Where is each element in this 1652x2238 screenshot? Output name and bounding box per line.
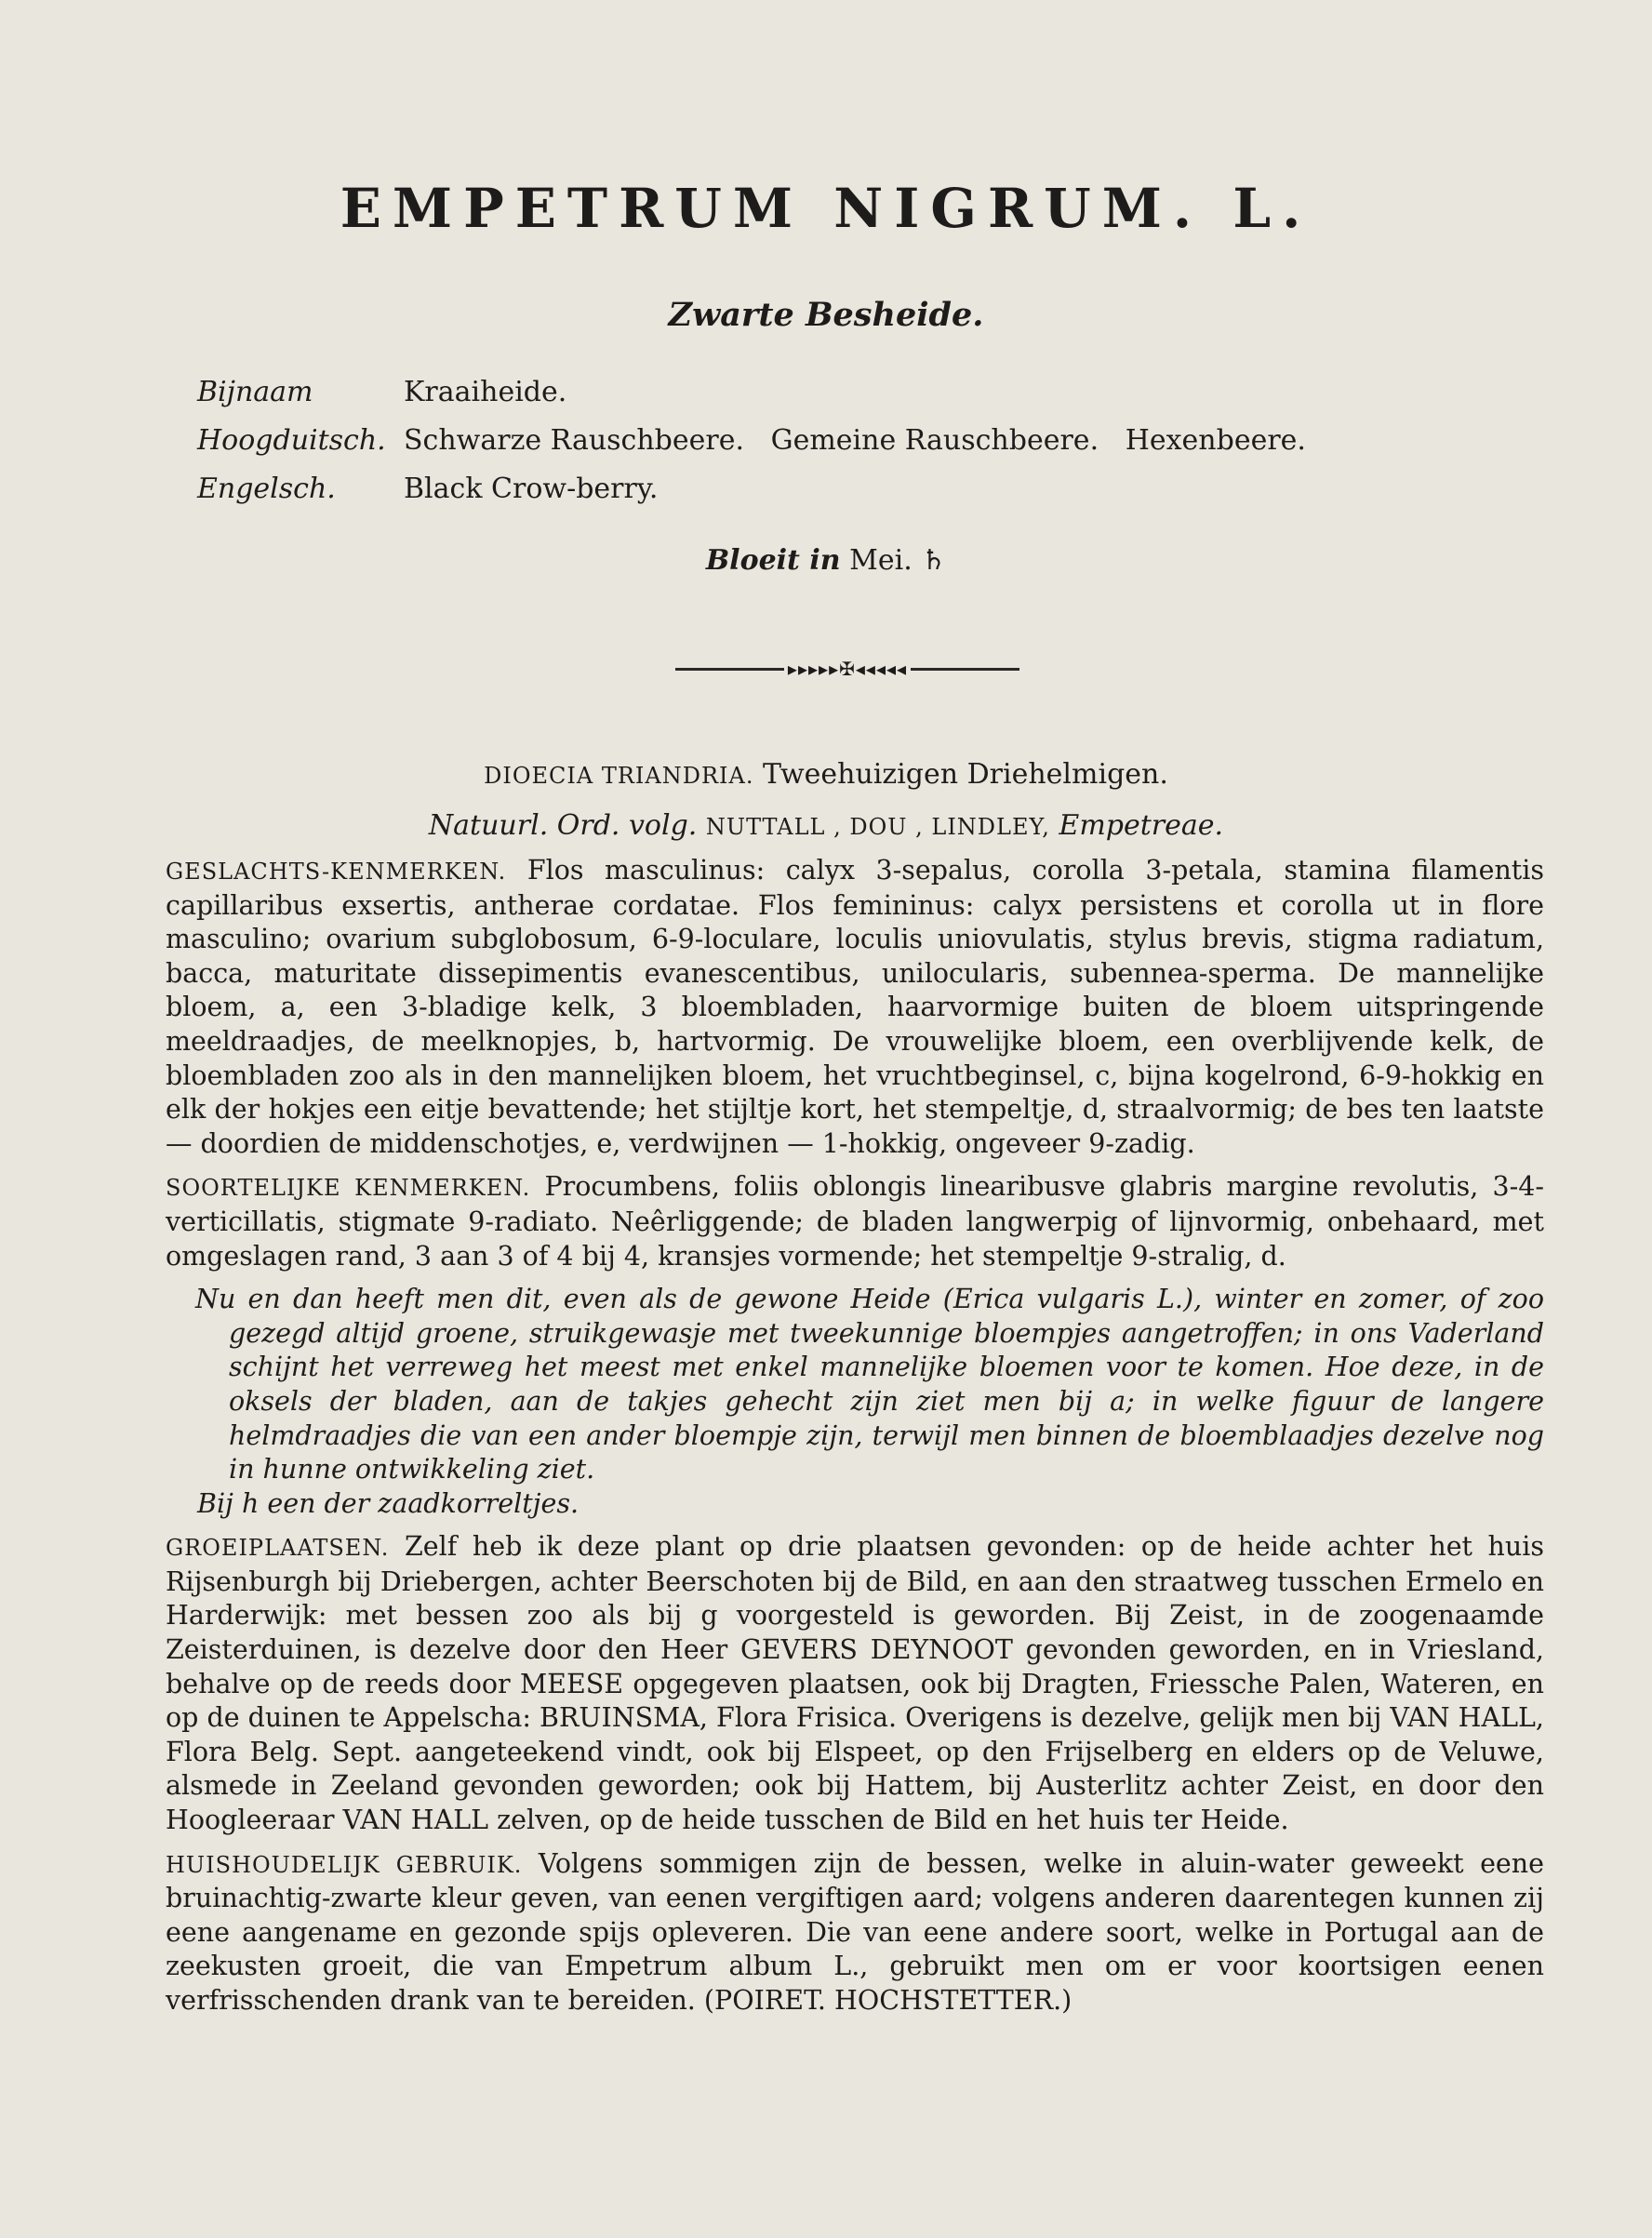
bloom-line bbox=[0, 544, 1652, 577]
name-row bbox=[197, 368, 1306, 417]
section-heading: SOORTELIJKE KENMERKEN. bbox=[166, 1175, 531, 1202]
classification-system: DIOECIA TRIANDRIA. bbox=[484, 763, 754, 789]
note-paragraph: Nu en dan heeft men dit, even als de gewone Heide (Erica vulgaris L.), winter en zomer, of zoo gezegd altijd groene, struikgewasje met tweekunnige bloempjes aangetroffen; in ons Vaderland schijnt het verreweg het meest met enkel mannelijke bloemen voor te komen. Hoe deze, in de oksels der bladen, aan de takjes gehecht zijn ziet men bij a; in welke figuur de langere helmdraadjes die van een ander bloempje zijn, terwijl men binnen de bloemblaadjes dezelve nog in hunne ontwikkeling ziet. bbox=[195, 1284, 1544, 1485]
dutch-name: Zwarte Besheide. bbox=[668, 296, 984, 334]
section-heading: HUISHOUDELIJK GEBRUIK. bbox=[166, 1851, 523, 1878]
species-paragraph bbox=[117, 1170, 1544, 1273]
name-value: Kraaiheide. bbox=[404, 376, 567, 408]
section-text: Flos masculinus: calyx 3-sepalus, corolla 3-petala, stamina filamentis capillaribus exsertis, antherae cordatae. Flos femininus: calyx persistens et corolla ut in flore masculino; ovarium subglobosum, 6-9-loculare, loculis uniovulatis, stylus brevis, stigma radiatum, bacca, maturitate dissepimentis evanescentibus, unilocularis, subennea-sperma. De mannelijke bloem, a, een 3-bladige kelk, 3 bloembladen, haarvormige buiten de bloem uitspringende meeldraadjes, de meelknopjes, b, hartvormig. De vrouwelijke bloem, een overblijvende kelk, de bloembladen zoo als in den mannelijken bloem, het vruchtbeginsel, c, bijna kogelrond, 6-9-hokkig en elk der hokjes een eitje bevattende; het stijltje kort, het stempeltje, d, straalvormig; de bes ten laatste — doordien de middenschotjes, e, verdwijnen — 1-hokkig, ongeveer 9-zadig. bbox=[166, 855, 1545, 1159]
common-names bbox=[197, 368, 1306, 513]
name-value: Schwarze Rauschbeere. Gemeine Rauschbeere. Hexenbeere. bbox=[404, 424, 1306, 457]
order-line bbox=[0, 809, 1652, 842]
name-row bbox=[197, 465, 1306, 513]
note-paragraph-2: Bij h een der zaadkorreltjes. bbox=[197, 1487, 580, 1519]
bloom-label: Bloeit in bbox=[705, 544, 841, 577]
saturn-symbol-icon: ♄ bbox=[921, 544, 947, 577]
ornament-divider bbox=[675, 657, 1019, 681]
bloom-month: Mei. bbox=[849, 544, 913, 577]
section-text: Volgens sommigen zijn de bessen, welke in aluin-water geweekt eene bruinachtig-zwarte kleur geven, van eenen vergiftigen aard; volgens anderen daarentegen kunnen zij eene aangename en gezonde spijs opleveren. Die van eene andere soort, welke in Portugal aan de zeekusten groeit, die van Empetrum album L., gebruikt men om er voor koortsigen eenen verfrisschenden drank van te bereiden. (POIRET. HOCHSTETTER.) bbox=[166, 1847, 1545, 2016]
section-text: Procumbens, foliis oblongis linearibusve glabris margine revolutis, 3-4-verticillatis, stigmate 9-radiato. Neêrliggende; de bladen langwerpig of lijnvormig, onbehaard, met omgeslagen rand, 3 aan 3 of 4 bij 4, kransjes vormende; het stempeltje 9-stralig, d. bbox=[166, 1171, 1544, 1272]
section-heading: GESLACHTS-KENMERKEN. bbox=[166, 859, 507, 885]
name-label: Hoogduitsch. bbox=[197, 424, 386, 457]
order-authors: NUTTALL , DOU , LINDLEY, bbox=[705, 814, 1050, 840]
section-heading: GROEIPLAATSEN. bbox=[166, 1535, 390, 1562]
order-prefix: Natuurl. Ord. volg. bbox=[428, 809, 698, 842]
ornament-icon: ▸▸▸▸▸✠◂◂◂◂◂ bbox=[787, 658, 908, 680]
section-text: Zelf heb ik deze plant op drie plaatsen gevonden: op de heide achter het huis Rijsenburgh bij Driebergen, achter Beerschoten bij de Bild, en aan den straatweg tusschen Ermelo en Harderwijk: met bessen zoo als bij g voorgesteld is geworden. Bij Zeist, in de zoogenaamde Zeisterduinen, is dezelve door den Heer GEVERS DEYNOOT gevonden geworden, en in Vriesland, behalve op de reeds door MEESE opgegeven plaatsen, ook bij Dragten, Friessche Palen, Wateren, en op de duinen te Appelscha: BRUINSMA, Flora Frisica. Overigens is dezelve, gelijk men bij VAN HALL, Flora Belg. Sept. aangeteekend vindt, ook bij Elspeet, op den Frijselberg en elders op de Veluwe, alsmede in Zeeland gevonden geworden; ook bij Hattem, bij Austerlitz achter Zeist, en door den Hoogleeraar VAN HALL zelven, op de heide tusschen de Bild en het huis ter Heide. bbox=[166, 1531, 1545, 1836]
order-family: Empetreae. bbox=[1059, 809, 1224, 842]
habitat-paragraph bbox=[117, 1530, 1544, 1837]
classification-line bbox=[0, 758, 1652, 791]
main-text bbox=[117, 854, 1544, 2018]
genus-paragraph bbox=[117, 854, 1544, 1161]
name-row bbox=[197, 417, 1306, 465]
use-paragraph bbox=[117, 1847, 1544, 2018]
page-title: EMPETRUM NIGRUM. L. bbox=[340, 177, 1312, 240]
classification-dutch: Tweehuizigen Driehelmigen. bbox=[763, 758, 1168, 791]
name-value: Black Crow-berry. bbox=[404, 473, 659, 505]
name-label: Engelsch. bbox=[197, 473, 336, 505]
name-label: Bijnaam bbox=[197, 376, 313, 408]
